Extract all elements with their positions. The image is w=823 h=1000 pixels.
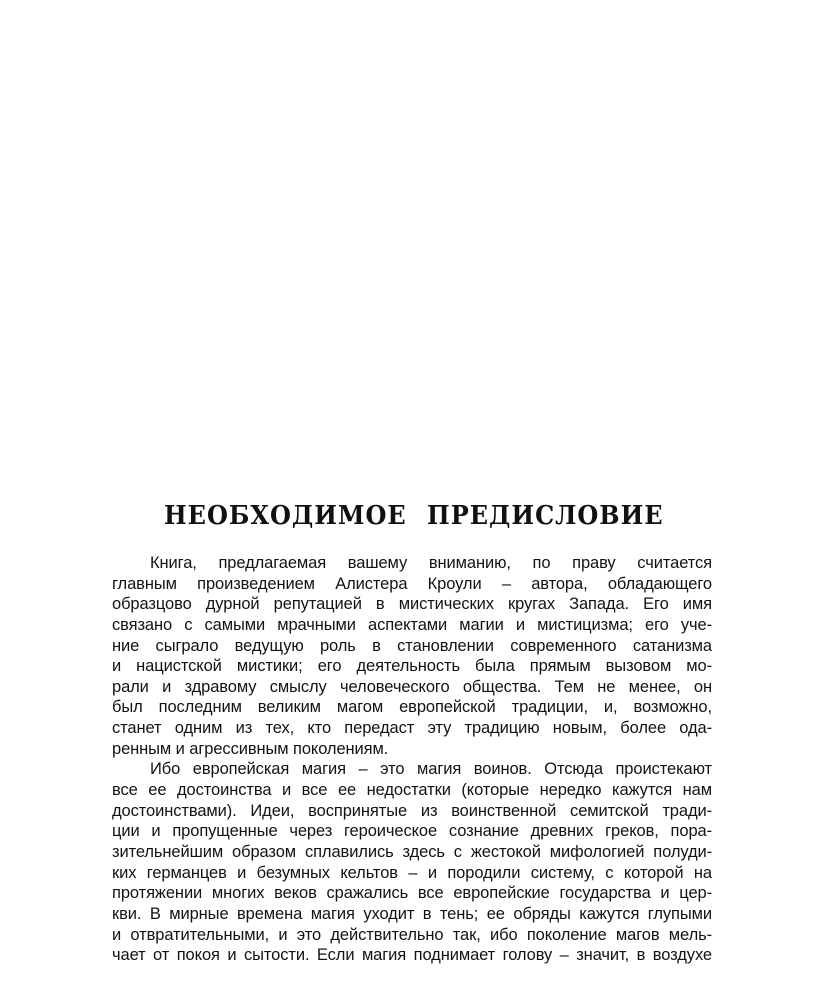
text-line: Ибо европейская магия – это магия воинов. Отсюда проистекают: [150, 760, 712, 779]
text-line: и отвратительными, и это действительно так, ибо поколение магов мель-: [112, 925, 712, 944]
text-line: ции и пропущенные через героическое сознание древних греков, пора-: [112, 822, 712, 841]
text-line: зительнейшим образом сплавились здесь с жестокой мифологией полуди-: [112, 842, 712, 861]
text-line: все ее достоинства и все ее недостатки (которые нередко кажутся нам: [112, 781, 712, 800]
text-line: протяжении многих веков сражались все европейские государства и цер-: [112, 884, 712, 903]
text-line: связано с самыми мрачными аспектами магии и мистицизма; его уче-: [112, 615, 712, 634]
text-line: главным произведением Алистера Кроули – автора, обладающего: [112, 574, 712, 593]
body-text-block: [112, 553, 712, 966]
text-line: ренным и агрессивным поколениям.: [112, 739, 389, 758]
text-line: достоинствами). Идеи, воспринятые из воинственной семитской тради-: [112, 801, 712, 820]
text-line: ние сыграло ведущую роль в становлении современного сатанизма: [112, 636, 712, 655]
text-line: ких германцев и безумных кельтов – и породили систему, с которой на: [112, 863, 712, 882]
text-line: станет одним из тех, кто передаст эту традицию новым, более ода-: [112, 719, 712, 738]
text-line: был последним великим магом европейской традиции, и, возможно,: [112, 698, 712, 717]
text-line: кви. В мирные времена магия уходит в тень; ее обряды кажутся глупыми: [112, 904, 712, 923]
text-line: рали и здравому смыслу человеческого общества. Тем не менее, он: [112, 677, 712, 696]
text-line: и нацистской мистики; его деятельность была прямым вызовом мо-: [112, 657, 712, 676]
text-line: чает от покоя и сытости. Если магия поднимает голову – значит, в воздухе: [112, 946, 712, 965]
text-line: Книга, предлагаемая вашему вниманию, по праву считается: [150, 554, 712, 572]
chapter-heading: НЕОБХОДИМОЕ ПРЕДИСЛОВИЕ: [164, 499, 664, 531]
text-line: образцово дурной репутацией в мистических кругах Запада. Его имя: [112, 595, 712, 614]
